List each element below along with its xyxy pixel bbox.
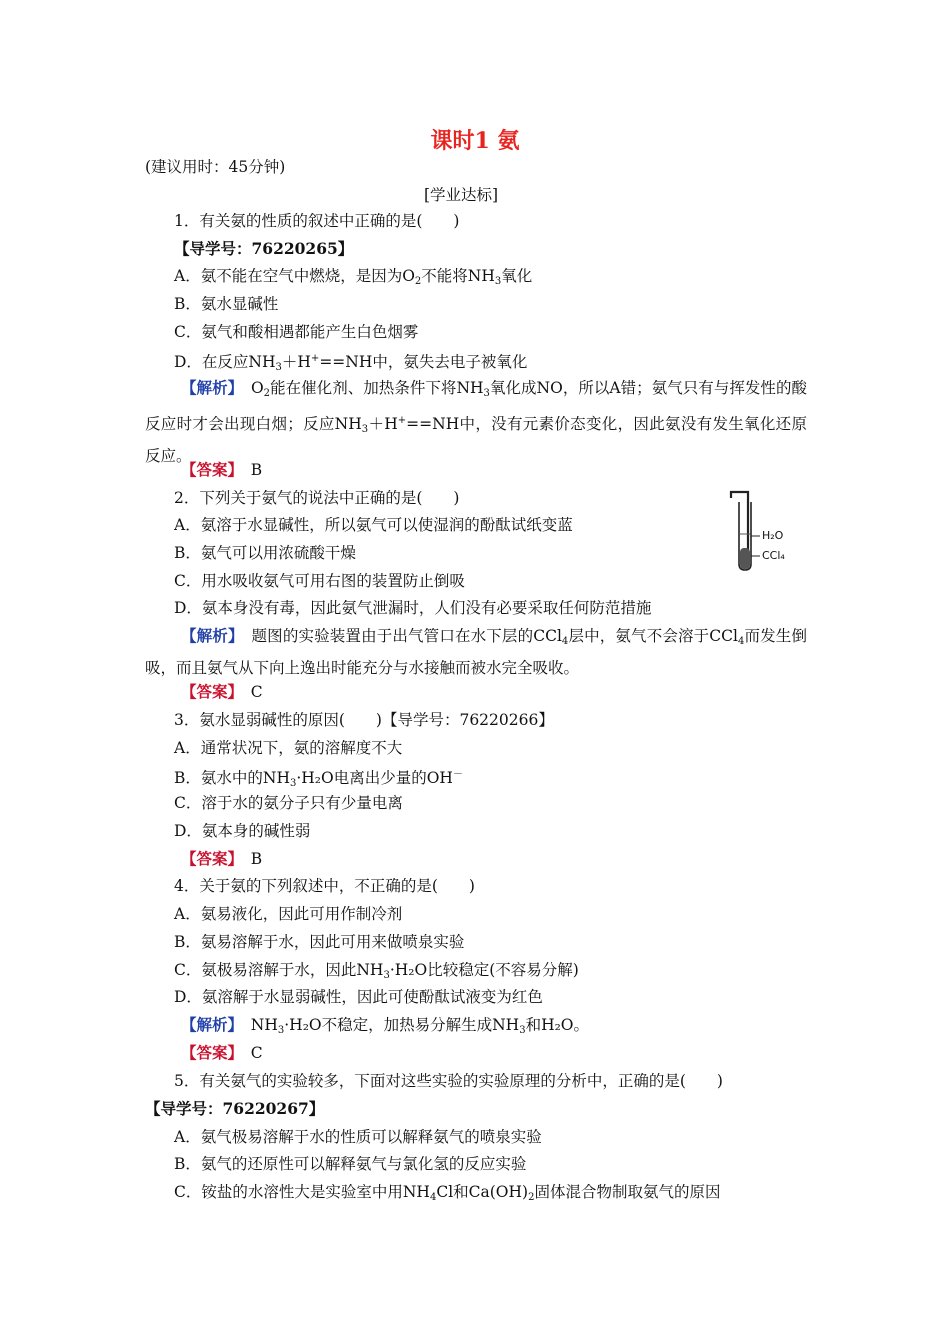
label-h2o: H₂O [762,529,784,542]
section-heading: [学业达标] [424,186,499,204]
label-ccl4: CCl₄ [762,549,785,562]
q3-answer: 【答案】 B [181,849,263,868]
q4-option-b: B．氨易溶解于水，因此可用来做喷泉实验 [174,933,465,951]
q1-option-c: C．氨气和酸相遇都能产生白色烟雾 [174,323,419,341]
apparatus-figure [728,490,798,572]
q5-guide-number: 【导学号：76220267】 [145,1099,325,1118]
q1-stem: 1．有关氨的性质的叙述中正确的是( ) [174,212,460,230]
q4-analysis: 【解析】 $NH_3\cdot H_2O$不稳定，加热易分解生成$NH_3$和H₂O。 [181,1015,590,1036]
q4-answer: 【答案】 C [181,1043,263,1062]
q1-option-d: D．在反应$NH_3+H^+==NH$中，氨失去电子被氧化 [174,353,528,373]
q1-option-b: B．氨水显碱性 [174,295,279,313]
q3-option-b: B．氨水中的$NH_3\cdot H_2O$电离出少量的OH－ [174,769,463,789]
time-hint: (建议用时：45分钟) [145,158,286,176]
q4-stem: 4．关于氨的下列叙述中，不正确的是( ) [174,877,475,895]
q2-stem: 2．下列关于氨气的说法中正确的是( ) [174,489,460,507]
q4-option-a: A．氨易液化，因此可用作制冷剂 [174,905,403,923]
q4-option-d: D．氨溶解于水显弱碱性，因此可使酚酞试液变为红色 [174,988,543,1006]
q2-option-c: C．用水吸收氨气可用右图的装置防止倒吸 [174,572,465,590]
q3-stem: 3．氨水显弱碱性的原因( )【导学号：76220266】 [174,711,554,729]
q5-option-a: A．氨气极易溶解于水的性质可以解释氨气的喷泉实验 [174,1128,542,1146]
q1-analysis: 【解析】 $O_2$能在催化剂、加热条件下将$NH_3$氧化成NO，所以A错；氨气只有与挥发性的酸反应时才会出现白烟；反应$NH_3+H^+==NH$中，没有元素价态变化，因此氨没有发生氧化还原反应。 [145,378,807,465]
q2-option-a: A．氨溶于水显碱性，所以氨气可以使湿润的酚酞试纸变蓝 [174,516,573,534]
q1-option-a: A．氨不能在空气中燃烧，是因为$O_2$不能将$NH_3$氧化 [174,267,533,287]
q4-option-c: C．氨极易溶解于水，因此$NH_3\cdot H_2O$比较稳定(不容易分解) [174,961,579,981]
q3-option-c: C．溶于水的氨分子只有少量电离 [174,794,403,812]
q5-stem: 5．有关氨气的实验较多，下面对这些实验的实验原理的分析中，正确的是( ) [174,1072,723,1090]
q2-analysis: 【解析】 题图的实验装置由于出气管口在水下层的CCl$_4$层中，氨气不会溶于CCl$_4$而发生倒吸，而且氨气从下向上逸出时能充分与水接触而被水完全吸收。 [145,626,807,677]
q2-option-d: D．氨本身没有毒，因此氨气泄漏时，人们没有必要采取任何防范措施 [174,599,652,617]
q2-answer: 【答案】 C [181,682,263,701]
q3-option-d: D．氨本身的碱性弱 [174,822,311,840]
q2-option-b: B．氨气可以用浓硫酸干燥 [174,544,356,562]
q5-option-c: C．铵盐的水溶性大是实验室中用$NH_4Cl$和$Ca(OH)_2$固体混合物制取氨气的原因 [174,1183,721,1203]
page-title: 课时1 氨 [430,128,520,154]
q1-guide-number: 【导学号：76220265】 [174,239,354,258]
q3-option-a: A．通常状况下，氨的溶解度不大 [174,739,403,757]
q1-answer: 【答案】 B [181,460,263,479]
q5-option-b: B．氨气的还原性可以解释氨气与氯化氢的反应实验 [174,1155,527,1173]
